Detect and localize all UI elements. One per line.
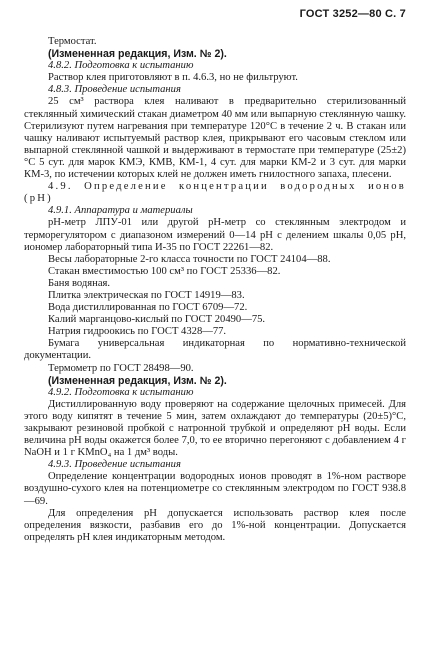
paragraph: Плитка электрическая по ГОСТ 14919—83.	[48, 289, 245, 301]
paragraph: pH-метр ЛПУ-01 или другой pH-метр со стеклянным электродом и терморегулятором с диапазоном измерений 0—14 pH с делением шкалы 0,05 pH, иономер лабораторный типа И-35 по ГОСТ 22261—82.	[24, 217, 406, 253]
paragraph: Раствор клея приготовляют в п. 4.6.3, но не фильтруют.	[48, 72, 298, 84]
paragraph: 4.8.2. Подготовка к испытанию	[48, 60, 194, 72]
paragraph: 25 см³ раствора клея наливают в предварительно стерилизованный стеклянный химический стакан диаметром 40 мм или выпарную стеклянную чашку. Стерилизуют путем нагревания при температуре 120°С в течение 2 ч. В стакан или чашку наливают испытуемый раствор клея, прикрывают его часовым стеклом или выпарной стеклянной чашкой и выдерживают в термостате при температуре (25±2)°С 5 сут. для марок КМЭ, КМВ, КМ-1, 4 сут. для марки КМ-2 и 3 сут. для марки КМ-3, по истечении которых клей не должен иметь гнилостного запаха, плесени.	[24, 96, 406, 181]
document-body	[24, 36, 406, 544]
paragraph: Натрия гидроокись по ГОСТ 4328—77.	[48, 326, 227, 338]
paragraph: Термостат.	[48, 36, 97, 47]
paragraph: 4.9. Определение концентрации водородных ионов (pH)	[24, 181, 406, 205]
paragraph: (Измененная редакция, Изм. № 2).	[48, 374, 227, 387]
paragraph: Дистиллированную воду проверяют на содержание щелочных примесей. Для этого воду кипятят в течение 5 мин, затем охлаждают до температуры (20±5)°С, закрывают резиновой пробкой с натронной трубкой и определяют pH воды. Если величина pH воды окажется более 7,0, то ее вторично перегоняют с добавлением 4 г NaOH и 1 г KMnO₄ на 1 дм³ воды.	[24, 398, 406, 459]
paragraph: 4.9.2. Подготовка к испытанию	[48, 386, 194, 398]
paragraph: (Измененная редакция, Изм. № 2).	[48, 48, 227, 61]
page-header: ГОСТ 3252—80 С. 7	[299, 8, 406, 20]
paragraph: 4.8.3. Проведение испытания	[48, 84, 181, 96]
paragraph: Определение концентрации водородных ионов проводят в 1%-ном растворе воздушно-сухого клея на потенциометре со стеклянным электродом по ГОСТ 938.8—69.	[24, 471, 406, 507]
paragraph: Бумага универсальная индикаторная по нормативно-технической документации.	[24, 338, 406, 362]
paragraph: Для определения pH допускается использовать раствор клея после определения вязкости, разбавив его до 1%-ной концентрации. Допускается определять pH клея индикаторным методом.	[24, 507, 406, 543]
paragraph: Стакан вместимостью 100 см³ по ГОСТ 25336—82.	[48, 265, 281, 277]
paragraph: 4.9.3. Проведение испытания	[48, 459, 181, 471]
paragraph: Термометр по ГОСТ 28498—90.	[48, 362, 194, 374]
paragraph: Калий марганцово-кислый по ГОСТ 20490—75.	[48, 314, 266, 326]
paragraph: Весы лабораторные 2-го класса точности по ГОСТ 24104—88.	[48, 253, 331, 265]
paragraph: 4.9.1. Аппаратура и материалы	[48, 205, 193, 217]
paragraph: Вода дистиллированная по ГОСТ 6709—72.	[48, 302, 248, 314]
paragraph: Баня водяная.	[48, 277, 111, 289]
